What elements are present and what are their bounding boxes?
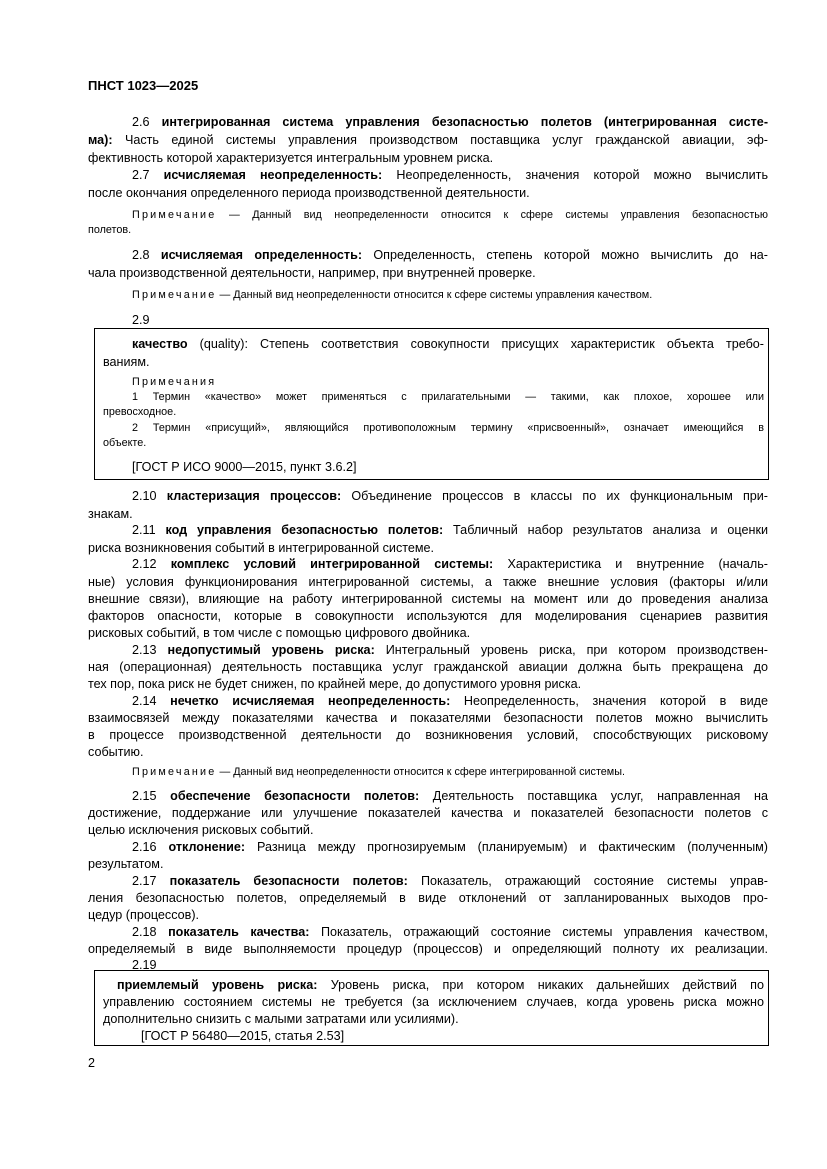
term-definition: Объединение процессов в классы по их функциональным при- — [341, 489, 768, 503]
term-number: 2.12 — [132, 557, 157, 571]
term-title: ма): — [88, 133, 113, 147]
term-definition: Неопределенность, значения которой можно вычислить — [382, 168, 769, 182]
term-title: показатель безопасности полетов: — [169, 874, 408, 888]
note-2-8 — [132, 288, 652, 303]
acceptable-risk-source-reference: [ГОСТ Р 56480—2015, статья 2.53] — [141, 1029, 345, 1043]
term-2-16-line-1 — [132, 838, 768, 856]
page-number: 2 — [88, 1056, 96, 1070]
term-definition: Разница между прогнозируемым (планируемым) и фактическим (полученным) — [245, 840, 768, 854]
term-2-8-line-2: чала производственной деятельности, например, при внутренней проверке. — [88, 266, 536, 280]
term-2-12-line-1 — [132, 555, 768, 573]
term-2-10-line-1 — [132, 487, 768, 505]
acceptable-risk-definition-line-3: дополнительно снизить с малыми затратами или усилиями). — [103, 1012, 459, 1026]
term-title: комплекс условий интегрированной системы: — [170, 557, 494, 571]
note-text: — Данный вид неопределенности относится к сфере системы управления безопасностью — [216, 209, 768, 221]
term-2-10-line-2: знакам. — [88, 507, 133, 521]
term-2-12-line-3: внешние связи), влияющие на работу интегрированной системы на момент или до проведения анализа — [88, 592, 768, 606]
term-2-11-line-1 — [132, 521, 768, 539]
quality-note-2-line-2: объекте. — [103, 437, 147, 449]
term-definition: Характеристика и внутренние (началь- — [493, 557, 768, 571]
term-title: исчисляемая определенность: — [160, 248, 363, 262]
term-number: 2.14 — [132, 694, 157, 708]
note-label: Примечание — [132, 209, 217, 221]
term-2-14-line-1 — [132, 692, 768, 710]
term-2-12-line-2: ные) условия функционирования интегрированной системы, а также внешние условия (факторы и/или — [88, 575, 768, 589]
term-definition: Уровень риска, при котором никаких дальнейших действий по — [317, 978, 764, 992]
term-2-9-number: 2.9 — [132, 313, 150, 327]
term-definition: (quality): Степень соответствия совокупности присущих характеристик объекта требо- — [187, 337, 764, 351]
term-2-18-line-1 — [132, 923, 768, 941]
term-2-6-line-2 — [88, 131, 768, 149]
term-number: 2.8 — [132, 248, 150, 262]
term-2-14-line-4: событию. — [88, 745, 144, 759]
term-title: исчисляемая неопределенность: — [163, 168, 383, 182]
term-2-13-line-1 — [132, 641, 768, 659]
term-2-17-line-3: цедур (процессов). — [88, 908, 200, 922]
term-2-17-line-2: ления безопасностью полетов, определяемый в виде отклонений от запланированных выходов про- — [88, 891, 768, 905]
term-title: показатель качества: — [168, 925, 310, 939]
term-2-6-line-1 — [132, 113, 768, 131]
term-definition: Деятельность поставщика услуг, направленная на — [419, 789, 768, 803]
term-title: недопустимый уровень риска: — [167, 643, 375, 657]
acceptable-risk-definition-line-1 — [117, 976, 764, 994]
document-header: ПНСТ 1023—2025 — [88, 78, 199, 93]
quality-note-1-line-2: превосходное. — [103, 406, 177, 418]
term-definition: Показатель, отражающий состояние системы управления качеством, — [309, 925, 769, 939]
term-2-18-line-2: определяемый в виде выполняемости процедур (процессов) и определяющий полноту их реализации. — [88, 942, 768, 956]
term-title: код управления безопасностью полетов: — [165, 523, 444, 537]
note-label: Примечание — [132, 289, 217, 301]
term-number: 2.15 — [132, 789, 157, 803]
notes-label: Примечания — [132, 376, 217, 388]
term-definition: Интегральный уровень риска, при котором производствен- — [374, 643, 769, 657]
term-title: обеспечение безопасности полетов: — [170, 789, 420, 803]
quality-note-2: 2 Термин «присущий», являющийся противоположным термину «присвоенный», означает имеющийся в — [132, 422, 764, 434]
term-2-15-line-2: достижение, поддержание или улучшение показателей качества и показателей безопасности полетов с — [88, 806, 768, 820]
term-2-12-line-4: факторов опасности, которые в совокупности используются для моделирования сценариев развития — [88, 609, 768, 623]
term-number: 2.11 — [132, 523, 156, 537]
term-number: 2.10 — [132, 489, 157, 503]
term-number: 2.7 — [132, 168, 150, 182]
term-definition: Часть единой системы управления производством поставщика услуг гражданской авиации, эф- — [112, 133, 768, 147]
term-title: качество — [132, 337, 188, 351]
term-number: 2.6 — [132, 115, 150, 129]
term-definition: Определенность, степень которой можно вычислить до на- — [362, 248, 768, 262]
term-2-13-line-3: тех пор, пока риск не будет снижен, по крайней мере, до допустимого уровня риска. — [88, 677, 582, 691]
term-2-15-line-1 — [132, 787, 768, 805]
term-number: 2.13 — [132, 643, 157, 657]
quality-source-reference: [ГОСТ Р ИСО 9000—2015, пункт 3.6.2] — [132, 460, 357, 474]
term-2-15-line-3: целью исключения рисковых событий. — [88, 823, 314, 837]
term-title: отклонение: — [168, 840, 246, 854]
quoted-term-box-quality — [94, 328, 769, 480]
term-2-8-line-1 — [132, 246, 768, 264]
note-2-7 — [132, 208, 768, 223]
term-definition: Табличный набор результатов анализа и оценки — [443, 523, 768, 537]
term-2-7-line-1 — [132, 166, 768, 184]
quality-definition-line-1 — [132, 335, 764, 353]
term-2-17-line-1 — [132, 872, 768, 890]
note-label: Примечание — [132, 766, 217, 778]
term-title: интегрированная система управления безопасностью полетов (интегрированная систе- — [161, 115, 769, 129]
quality-definition-line-2: ваниям. — [103, 355, 150, 369]
term-2-19-number: 2.19 — [132, 958, 157, 972]
quoted-term-box-acceptable-risk — [94, 970, 769, 1046]
note-text: — Данный вид неопределенности относится к сфере интегрированной системы. — [216, 766, 625, 778]
term-2-16-line-2: результатом. — [88, 857, 164, 871]
term-2-6-line-3: фективность которой характеризуется интегральным уровнем риска. — [88, 151, 494, 165]
note-2-7-line-2: полетов. — [88, 224, 132, 236]
term-2-11-line-2: риска возникновения событий в интегрированной системе. — [88, 541, 435, 555]
term-title: нечетко исчисляемая неопределенность: — [170, 694, 451, 708]
acceptable-risk-definition-line-2: управлению состоянием системы не требуется (за исключением случаев, когда уровень риска можно — [103, 995, 764, 1009]
term-2-7-line-2: после окончания определенного периода производственной деятельности. — [88, 186, 530, 200]
term-2-14-line-2: взаимосвязей между показателями качества и показателями безопасности полетов можно вычислить — [88, 711, 768, 725]
term-2-14-line-3: в процессе производственной деятельности до возникновения условий, способствующих рисковому — [88, 728, 768, 742]
term-number: 2.17 — [132, 874, 157, 888]
term-number: 2.16 — [132, 840, 157, 854]
note-2-14 — [132, 765, 625, 780]
term-2-12-line-5: рисковых событий, в том числе с помощью цифрового двойника. — [88, 626, 471, 640]
quality-note-1: 1 Термин «качество» может применяться с прилагательными — такими, как плохое, хорошее или — [132, 391, 764, 403]
term-title: приемлемый уровень риска: — [117, 978, 318, 992]
term-title: кластеризация процессов: — [166, 489, 342, 503]
term-2-13-line-2: ная (операционная) деятельность поставщика услуг гражданской авиации должна быть прекращена до — [88, 660, 768, 674]
term-number: 2.18 — [132, 925, 157, 939]
note-text: — Данный вид неопределенности относится к сфере системы управления качеством. — [216, 289, 653, 301]
term-definition: Показатель, отражающий состояние системы управ- — [407, 874, 768, 888]
term-definition: Неопределенность, значения которой в виде — [450, 694, 769, 708]
